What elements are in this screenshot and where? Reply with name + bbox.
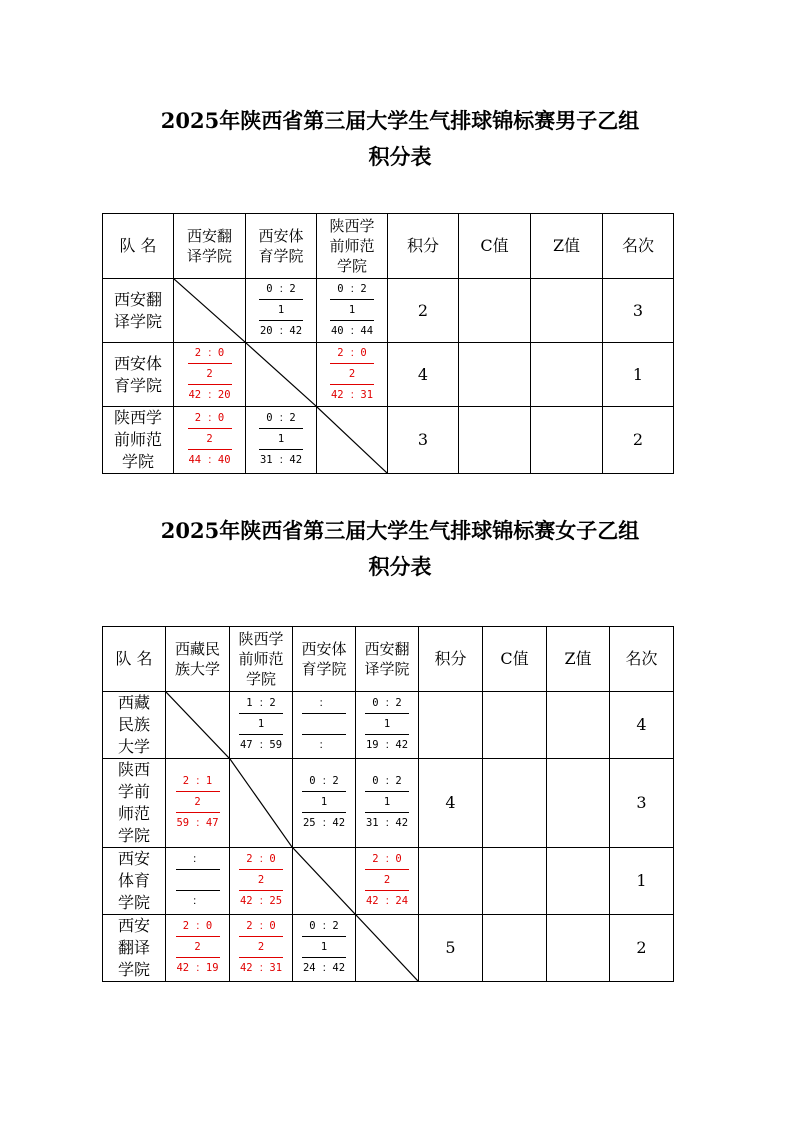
match-points	[173, 873, 223, 887]
rank: 2	[610, 915, 674, 982]
men-title-line2: 积分表	[368, 144, 432, 169]
match-result	[166, 848, 230, 915]
set-score: 2 ：0	[194, 346, 225, 359]
point-ratio: ：	[192, 895, 203, 907]
match-points: 2	[206, 433, 213, 445]
set-score: 0 ：2	[266, 282, 296, 295]
divider	[259, 449, 303, 450]
point-ratio: 31 ：42	[365, 817, 409, 829]
divider	[259, 320, 303, 321]
total-points: 4	[388, 343, 459, 407]
column-header: 积分	[419, 627, 483, 692]
match-points: 2	[206, 367, 213, 380]
divider	[330, 320, 374, 321]
point-ratio: 42 ：31	[239, 962, 283, 974]
point-ratio: 20 ：42	[259, 324, 303, 337]
z-value	[547, 915, 610, 982]
divider	[188, 384, 232, 385]
header-row	[103, 627, 674, 692]
column-header: 名次	[610, 627, 674, 692]
table-row	[103, 848, 674, 915]
loss-result	[256, 282, 306, 338]
column-header: C值	[459, 214, 531, 279]
set-score: 0 ：2	[372, 697, 402, 709]
z-value	[547, 848, 610, 915]
win-result	[236, 919, 286, 975]
point-ratio: 19 ：42	[365, 739, 409, 751]
point-ratio: 42 ：25	[239, 895, 283, 907]
win-result	[327, 346, 377, 402]
divider	[330, 363, 374, 364]
loss-result	[299, 696, 349, 752]
divider	[176, 791, 220, 792]
point-ratio: 59 ：47	[176, 817, 219, 829]
set-score: ：	[318, 697, 330, 709]
set-score: 0 ：2	[309, 920, 339, 932]
self-match-diagonal	[246, 343, 317, 407]
total-points: 3	[388, 407, 459, 474]
men-standings-table	[102, 213, 674, 474]
rank: 1	[610, 848, 674, 915]
set-score: 2 ：0	[337, 346, 367, 359]
table-row	[103, 279, 674, 343]
divider	[302, 812, 346, 813]
c-value	[483, 692, 547, 759]
divider	[239, 734, 283, 735]
divider	[302, 791, 346, 792]
divider	[365, 791, 409, 792]
divider	[302, 713, 346, 714]
column-header: Z值	[531, 214, 603, 279]
match-result	[230, 915, 293, 982]
match-result	[356, 759, 419, 848]
win-result	[185, 346, 235, 402]
match-points: 2	[194, 941, 201, 953]
z-value	[547, 759, 610, 848]
total-points: 4	[419, 759, 483, 848]
win-result	[362, 852, 412, 908]
divider	[176, 890, 220, 891]
set-score: 2 ：0	[246, 920, 276, 932]
column-header: 西安体育学院	[293, 627, 356, 692]
z-value	[531, 343, 603, 407]
point-ratio: 40 ：44	[330, 324, 374, 337]
divider	[239, 957, 283, 958]
match-result	[356, 848, 419, 915]
set-score: ：	[192, 853, 203, 865]
column-header: 陕西学前师范学院	[230, 627, 293, 692]
loss-result	[256, 411, 306, 467]
win-result	[173, 774, 223, 830]
set-score: 2 ：0	[372, 853, 402, 865]
divider	[259, 299, 303, 300]
point-ratio: 42 ：24	[365, 895, 409, 907]
divider	[259, 428, 303, 429]
point-ratio: 24 ：42	[302, 962, 346, 974]
divider	[176, 869, 220, 870]
team-name: 陕西学前师范学院	[103, 407, 174, 474]
set-score: 2 ：1	[182, 775, 213, 787]
divider	[239, 713, 283, 714]
match-result	[317, 343, 388, 407]
divider	[188, 363, 232, 364]
point-ratio: 47 ：59	[239, 739, 283, 751]
team-name: 西安体育学院	[103, 848, 166, 915]
divider	[188, 428, 232, 429]
column-header: 名次	[603, 214, 674, 279]
team-name: 陕西学前师范学院	[103, 759, 166, 848]
divider	[176, 936, 220, 937]
c-value	[459, 279, 531, 343]
z-value	[547, 692, 610, 759]
divider	[176, 957, 220, 958]
match-points: 1	[320, 941, 328, 953]
match-points: 2	[257, 874, 265, 886]
women-standings-table	[102, 626, 674, 982]
point-ratio: 42 ：20	[188, 388, 231, 401]
column-header: 陕西学前师范学院	[317, 214, 388, 279]
table-row	[103, 343, 674, 407]
set-score: 2 ：0	[246, 853, 276, 865]
match-result	[166, 759, 230, 848]
match-result	[293, 915, 356, 982]
table-row	[103, 915, 674, 982]
match-points: 2	[383, 874, 391, 886]
column-header: 队 名	[103, 214, 174, 279]
match-points: 1	[320, 796, 328, 808]
column-header: 队 名	[103, 627, 166, 692]
c-value	[483, 915, 547, 982]
loss-result	[362, 696, 412, 752]
column-header: 积分	[388, 214, 459, 279]
men-title-line1: 2025年陕西省第三届大学生气排球锦标赛男子乙组	[160, 108, 640, 133]
divider	[302, 936, 346, 937]
match-result	[293, 759, 356, 848]
set-score: 0 ：2	[337, 282, 367, 295]
divider	[239, 890, 283, 891]
self-match-diagonal	[230, 759, 293, 848]
divider	[176, 812, 220, 813]
point-ratio: 44 ：40	[188, 454, 231, 466]
set-score: 1 ：2	[246, 697, 276, 709]
match-points: 2	[348, 367, 356, 380]
set-score: 2 ：0	[194, 412, 225, 424]
match-points: 2	[257, 941, 265, 953]
set-score: 0 ：2	[309, 775, 339, 787]
loss-result	[362, 774, 412, 830]
win-result	[173, 919, 223, 975]
divider	[239, 869, 283, 870]
divider	[365, 734, 409, 735]
total-points	[419, 692, 483, 759]
women-title-line2: 积分表	[368, 554, 432, 579]
match-result	[166, 915, 230, 982]
point-ratio: 42 ：19	[176, 962, 219, 974]
loss-result	[236, 696, 286, 752]
women-title-line1: 2025年陕西省第三届大学生气排球锦标赛女子乙组	[160, 518, 640, 543]
match-result	[246, 279, 317, 343]
match-points: 2	[194, 796, 201, 808]
column-header: 西安体育学院	[246, 214, 317, 279]
c-value	[483, 848, 547, 915]
column-header: C值	[483, 627, 547, 692]
match-result	[293, 692, 356, 759]
self-match-diagonal	[356, 915, 419, 982]
rank: 4	[610, 692, 674, 759]
match-result	[356, 692, 419, 759]
self-match-diagonal	[174, 279, 246, 343]
column-header: Z值	[547, 627, 610, 692]
loss-result	[299, 774, 349, 830]
match-points: 1	[257, 718, 265, 730]
table-row	[103, 407, 674, 474]
header-row	[103, 214, 674, 279]
match-result	[230, 692, 293, 759]
total-points: 2	[388, 279, 459, 343]
team-name: 西安翻译学院	[103, 915, 166, 982]
divider	[365, 713, 409, 714]
point-ratio: 25 ：42	[302, 817, 346, 829]
total-points: 5	[419, 915, 483, 982]
rank: 3	[610, 759, 674, 848]
team-name: 西安翻译学院	[103, 279, 174, 343]
set-score: 0 ：2	[266, 412, 296, 424]
column-header: 西藏民族大学	[166, 627, 230, 692]
total-points	[419, 848, 483, 915]
set-score: 0 ：2	[372, 775, 402, 787]
z-value	[531, 407, 603, 474]
point-ratio: 42 ：31	[330, 388, 374, 401]
divider	[365, 890, 409, 891]
column-header: 西安翻译学院	[356, 627, 419, 692]
self-match-diagonal	[166, 692, 230, 759]
divider	[365, 869, 409, 870]
match-result	[317, 279, 388, 343]
match-result	[174, 343, 246, 407]
set-score: 2 ：0	[182, 920, 213, 932]
c-value	[459, 343, 531, 407]
self-match-diagonal	[317, 407, 388, 474]
win-result	[236, 852, 286, 908]
loss-result	[173, 852, 223, 908]
match-points: 1	[383, 718, 391, 730]
c-value	[483, 759, 547, 848]
match-result	[246, 407, 317, 474]
rank: 2	[603, 407, 674, 474]
table-row	[103, 692, 674, 759]
divider	[330, 384, 374, 385]
loss-result	[327, 282, 377, 338]
match-points: 1	[277, 303, 285, 316]
rank: 1	[603, 343, 674, 407]
c-value	[459, 407, 531, 474]
point-ratio: ：	[318, 739, 330, 751]
win-result	[185, 411, 235, 467]
table-row	[103, 759, 674, 848]
team-name: 西安体育学院	[103, 343, 174, 407]
match-points: 1	[348, 303, 356, 316]
divider	[302, 734, 346, 735]
divider	[239, 936, 283, 937]
team-name: 西藏民族大学	[103, 692, 166, 759]
divider	[365, 812, 409, 813]
match-points: 1	[383, 796, 391, 808]
divider	[330, 299, 374, 300]
point-ratio: 31 ：42	[259, 454, 303, 466]
match-points	[299, 717, 349, 731]
divider	[188, 449, 232, 450]
rank: 3	[603, 279, 674, 343]
column-header: 西安翻译学院	[174, 214, 246, 279]
match-result	[174, 407, 246, 474]
self-match-diagonal	[293, 848, 356, 915]
z-value	[531, 279, 603, 343]
divider	[302, 957, 346, 958]
match-points: 1	[277, 433, 285, 445]
loss-result	[299, 919, 349, 975]
match-result	[230, 848, 293, 915]
